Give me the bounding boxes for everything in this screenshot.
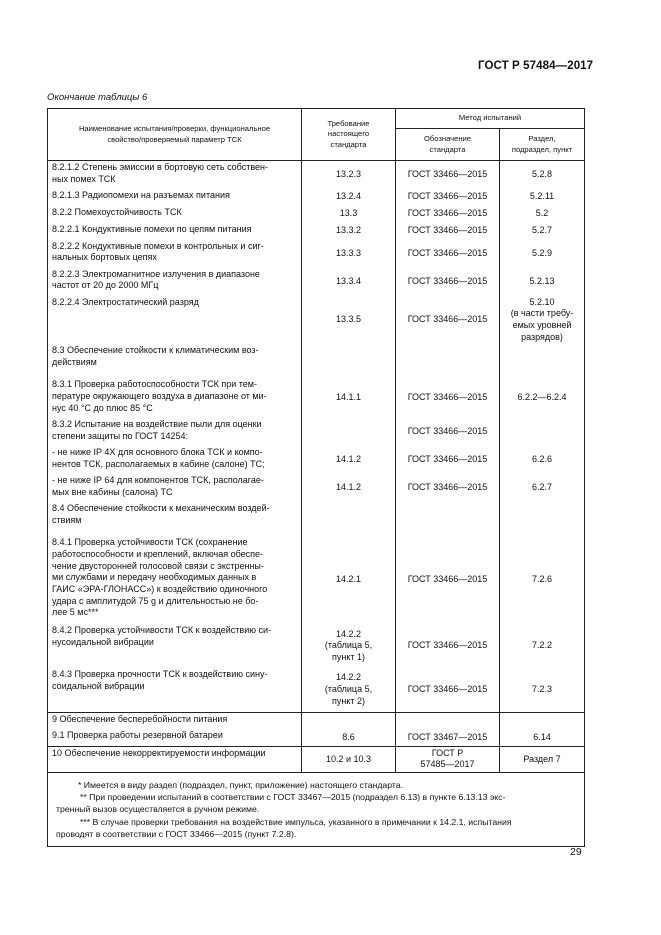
row-requirement <box>302 344 396 378</box>
row-standard: ГОСТ 33467—2015 <box>396 729 500 746</box>
row-standard: ГОСТ 33466—2015 <box>396 296 500 345</box>
row-section: 6.2.6 <box>500 446 585 474</box>
row-requirement: 13.3.4 <box>302 268 396 296</box>
header-method-designation: Обозначение стандарта <box>396 129 500 161</box>
header-name: Наименование испытания/проверки, функциональное свойство/проверяемый параметр ТСК <box>48 109 302 161</box>
table-row <box>48 418 585 446</box>
row-name: 9.1 Проверка работы резервной батареи <box>48 729 302 746</box>
row-standard: ГОСТ 33466—2015 <box>396 268 500 296</box>
row-section <box>500 712 585 729</box>
row-name: 8.2.2.1 Кондуктивные помехи по цепям питания <box>48 223 302 240</box>
row-section: 7.2.2 <box>500 624 585 668</box>
row-requirement <box>302 712 396 729</box>
row-section: 5.2.9 <box>500 240 585 268</box>
row-name: 10 Обеспечение некорректируемости информации <box>48 746 302 772</box>
row-requirement: 14.1.2 <box>302 474 396 502</box>
row-section: 5.2.7 <box>500 223 585 240</box>
row-name: 8.2.1.2 Степень эмиссии в бортовую сеть собствен- ных помех ТСК <box>48 161 302 189</box>
row-requirement: 14.2.2 (таблица 5, пункт 2) <box>302 668 396 712</box>
document-code: ГОСТ Р 57484—2017 <box>478 60 594 72</box>
row-section: 5.2.10 (в части требу- емых уровней разрядов) <box>500 296 585 345</box>
row-name: 8.2.2.3 Электромагнитное излучения в диапазоне частот от 20 до 2000 МГц <box>48 268 302 296</box>
row-requirement: 13.2.3 <box>302 161 396 189</box>
table-row <box>48 344 585 378</box>
row-standard: ГОСТ Р 57485—2017 <box>396 746 500 772</box>
row-standard: ГОСТ 33466—2015 <box>396 206 500 223</box>
table-row <box>48 712 585 729</box>
table-row <box>48 223 585 240</box>
row-requirement <box>302 502 396 536</box>
row-section: 7.2.6 <box>500 536 585 624</box>
row-requirement: 8.6 <box>302 729 396 746</box>
row-standard: ГОСТ 33466—2015 <box>396 446 500 474</box>
table-row <box>48 446 585 474</box>
row-section: Раздел 7 <box>500 746 585 772</box>
row-requirement: 13.3.5 <box>302 296 396 345</box>
row-name: 8.4.3 Проверка прочности ТСК к воздействию сину- соидальной вибрации <box>48 668 302 712</box>
row-name: 8.3 Обеспечение стойкости к климатическим воз- действиям <box>48 344 302 378</box>
row-name: 8.2.2.4 Электростатический разряд <box>48 296 302 345</box>
row-section <box>500 344 585 378</box>
row-standard: ГОСТ 33466—2015 <box>396 536 500 624</box>
row-name: 8.2.1.3 Радиопомехи на разъемах питания <box>48 189 302 206</box>
table-row <box>48 268 585 296</box>
row-standard: ГОСТ 33466—2015 <box>396 189 500 206</box>
header-method-group: Метод испытаний <box>396 109 585 129</box>
row-requirement: 13.3.2 <box>302 223 396 240</box>
table-row <box>48 474 585 502</box>
header-method-section: Раздел, подраздел, пункт <box>500 129 585 161</box>
row-section: 7.2.3 <box>500 668 585 712</box>
table-row <box>48 240 585 268</box>
row-name: - не ниже IP 4X для основного блока ТСК и компо- нентов ТСК, располагаемых в кабине (салоне) ТС; <box>48 446 302 474</box>
row-requirement: 14.1.2 <box>302 446 396 474</box>
row-standard: ГОСТ 33466—2015 <box>396 378 500 418</box>
row-standard <box>396 502 500 536</box>
table-caption: Окончание таблицы 6 <box>47 92 148 103</box>
footnote-1: * Имеется в виду раздел (подраздел, пункт, приложение) настоящего стандарта. <box>78 780 404 791</box>
row-section: 6.2.2—6.2.4 <box>500 378 585 418</box>
row-section: 5.2.11 <box>500 189 585 206</box>
row-requirement: 13.3 <box>302 206 396 223</box>
footnote-2: ** При проведении испытаний в соответствии с ГОСТ 33467—2015 (подраздел 6.13) в пункте 6.13.13 экс- тренный вызов осуществляется в ручном режиме. <box>56 792 506 815</box>
row-name: 8.3.2 Испытание на воздействие пыли для оценки степени защиты по ГОСТ 14254: <box>48 418 302 446</box>
row-standard <box>396 712 500 729</box>
row-standard: ГОСТ 33466—2015 <box>396 223 500 240</box>
table-row <box>48 206 585 223</box>
row-name: 8.2.2 Помехоустойчивость ТСК <box>48 206 302 223</box>
row-standard: ГОСТ 33466—2015 <box>396 624 500 668</box>
row-name: - не ниже IP 64 для компонентов ТСК, располагае- мых вне кабины (салона) ТС <box>48 474 302 502</box>
row-requirement <box>302 418 396 446</box>
row-section: 6.14 <box>500 729 585 746</box>
table-row <box>48 746 585 772</box>
row-name: 8.3.1 Проверка работоспособности ТСК при тем- пературе окружающего воздуха в диапазоне от ми- нус 40 °С до плюс 85 °С <box>48 378 302 418</box>
row-name: 9 Обеспечение бесперебойности питания <box>48 712 302 729</box>
footnotes <box>48 773 585 847</box>
row-standard: ГОСТ 33466—2015 <box>396 418 500 446</box>
row-requirement: 14.2.2 (таблица 5, пункт 1) <box>302 624 396 668</box>
footnote-3: *** В случае проверки требования на воздействие импульса, указанного в примечании к 14.2.1, испытания проводят в соответствии с ГОСТ 33466—2015 (пункт 7.2.8). <box>56 816 512 839</box>
table-row <box>48 502 585 536</box>
header-requirement: Требование настоящего стандарта <box>302 109 396 161</box>
row-name: 8.4.2 Проверка устойчивости ТСК к воздействию си- нусоидальной вибрации <box>48 624 302 668</box>
row-standard <box>396 344 500 378</box>
row-requirement: 14.2.1 <box>302 536 396 624</box>
row-requirement: 13.3.3 <box>302 240 396 268</box>
table-row <box>48 668 585 712</box>
row-name: 8.4.1 Проверка устойчивости ТСК (сохранение работоспособности и креплений, включая обеспе- чение двусторонней голосовой связи с экстренны- ми службами и передачу необходимых данных в ГАИС «ЭРА-ГЛОНАСС») к воздействию одиночного удара с амплитудой 75 g и длительностью не бо- лее 5 мс*** <box>48 536 302 624</box>
table-row <box>48 189 585 206</box>
row-requirement: 13.2.4 <box>302 189 396 206</box>
row-standard: ГОСТ 33466—2015 <box>396 668 500 712</box>
row-standard: ГОСТ 33466—2015 <box>396 240 500 268</box>
row-name: 8.2.2.2 Кондуктивные помехи в контрольных и сиг- нальных бортовых цепях <box>48 240 302 268</box>
row-section: 5.2.8 <box>500 161 585 189</box>
test-methods-table <box>47 108 585 847</box>
row-section <box>500 502 585 536</box>
row-standard: ГОСТ 33466—2015 <box>396 474 500 502</box>
table-row <box>48 536 585 624</box>
row-section: 5.2.13 <box>500 268 585 296</box>
row-section: 5.2 <box>500 206 585 223</box>
row-name: 8.4 Обеспечение стойкости к механическим воздей- ствиям <box>48 502 302 536</box>
table-row <box>48 624 585 668</box>
table-row <box>48 729 585 746</box>
row-standard: ГОСТ 33466—2015 <box>396 161 500 189</box>
table-row <box>48 378 585 418</box>
row-requirement: 10.2 и 10.3 <box>302 746 396 772</box>
table-row <box>48 161 585 189</box>
table-row <box>48 296 585 345</box>
row-requirement: 14.1.1 <box>302 378 396 418</box>
page-number: 29 <box>570 846 582 858</box>
row-section <box>500 418 585 446</box>
row-section: 6.2.7 <box>500 474 585 502</box>
